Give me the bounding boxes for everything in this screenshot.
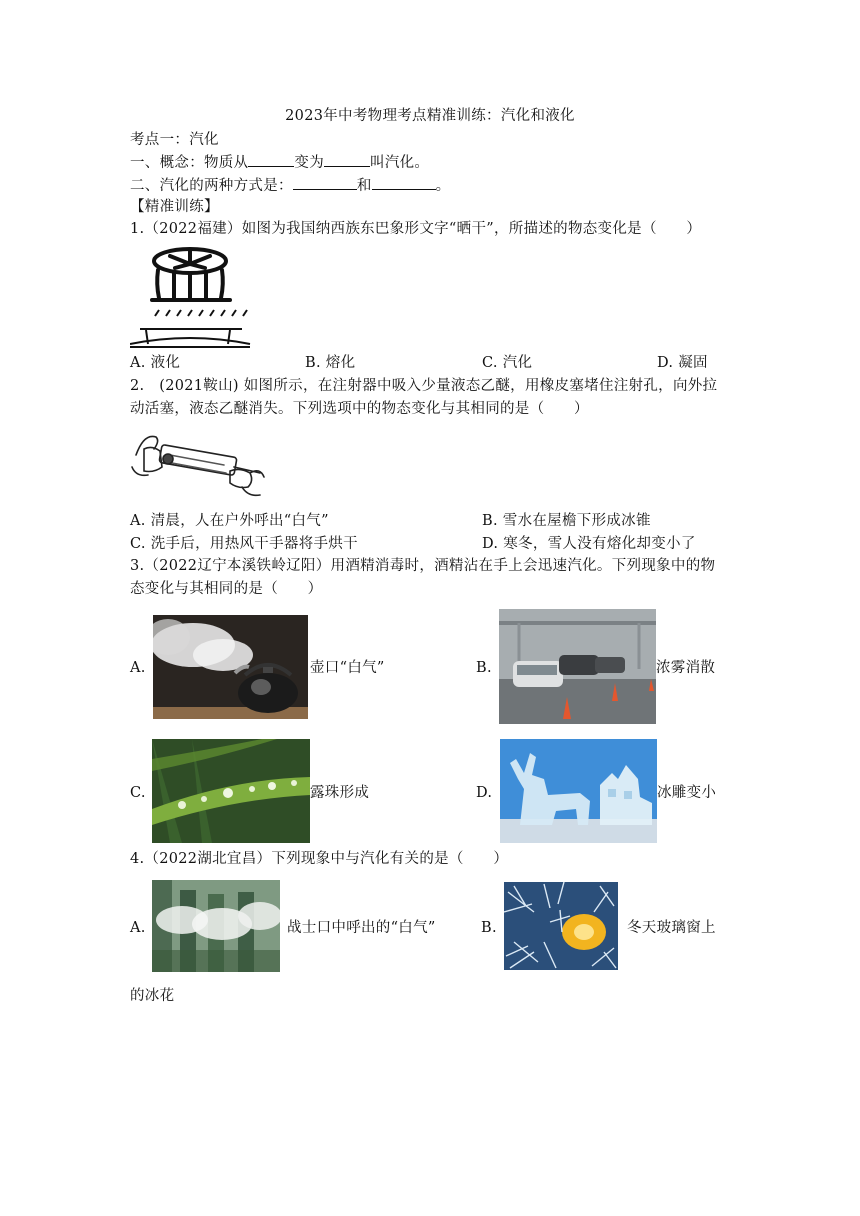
- ice-sculpture-image: [500, 739, 657, 843]
- kettle-steam-image: [153, 615, 308, 719]
- q3-option-d-text[interactable]: 冰雕变小: [657, 785, 717, 801]
- dew-drops-image: [152, 739, 310, 843]
- q2-option-a[interactable]: A. 清晨，人在户外呼出“白气”: [130, 513, 329, 529]
- q2-stem-line2: 动活塞，液态乙醚消失。下列选项中的物态变化与其相同的是（ ）: [130, 401, 589, 417]
- q1-option-a[interactable]: A. 液化: [130, 355, 181, 371]
- q2-option-c[interactable]: C. 洗手后，用热风干手器将手烘干: [130, 536, 358, 552]
- blank-3[interactable]: [293, 175, 357, 190]
- blank-4[interactable]: [372, 175, 436, 190]
- foggy-road-image: [499, 609, 656, 724]
- dongba-glyph-image: [130, 244, 252, 350]
- section-heading: 考点一：汽化: [130, 132, 219, 148]
- soldiers-breath-image: [152, 880, 280, 972]
- q1-stem: 1.（2022福建）如图为我国纳西族东巴象形文字“晒干”，所描述的物态变化是（ ）: [130, 221, 702, 237]
- q1-option-b[interactable]: B. 熔化: [305, 355, 356, 371]
- q3-option-a-text[interactable]: 壶口“白气”: [310, 660, 385, 676]
- q2-stem-line1: 2. (2021鞍山) 如图所示，在注射器中吸入少量液态乙醚，用橡皮塞堵住注射孔，向外拉: [130, 378, 718, 394]
- q4-stem: 4.（2022湖北宜昌）下列现象中与汽化有关的是（ ）: [130, 851, 509, 867]
- q4-option-a-text[interactable]: 战士口中呼出的“白气”: [287, 920, 436, 936]
- q4-option-b-text[interactable]: 冬天玻璃窗上: [627, 920, 716, 936]
- q3-option-a-letter[interactable]: A.: [130, 660, 146, 676]
- q3-option-b-text[interactable]: 浓雾消散: [656, 660, 716, 676]
- q2-option-d[interactable]: D. 寒冬，雪人没有熔化却变小了: [482, 536, 696, 552]
- ways-prefix: 二、汽化的两种方式是：: [130, 178, 293, 194]
- concept-prefix: 一、概念：物质从: [130, 155, 249, 171]
- ways-suffix: 。: [435, 178, 451, 194]
- window-frost-image: [504, 882, 618, 970]
- q4-option-a-letter[interactable]: A.: [130, 920, 146, 936]
- training-header: 【精准训练】: [130, 199, 219, 215]
- concept-mid: 变为: [294, 155, 325, 171]
- q3-option-c-letter[interactable]: C.: [130, 785, 146, 801]
- q3-stem-line2: 态变化与其相同的是（ ）: [130, 581, 323, 597]
- blank-1[interactable]: [248, 152, 294, 167]
- blank-2[interactable]: [324, 152, 370, 167]
- q1-option-d[interactable]: D. 凝固: [657, 355, 708, 371]
- q2-option-b[interactable]: B. 雪水在屋檐下形成冰锥: [482, 513, 651, 529]
- q4-option-b-continuation: 的冰花: [130, 988, 175, 1004]
- concept-line: [130, 152, 429, 173]
- q1-option-c[interactable]: C. 汽化: [482, 355, 533, 371]
- syringe-image: [130, 427, 266, 499]
- q3-stem-line1: 3.（2022辽宁本溪铁岭辽阳）用酒精消毒时，酒精沾在手上会迅速汽化。下列现象中的物: [130, 558, 716, 574]
- q3-option-d-letter[interactable]: D.: [476, 785, 493, 801]
- q4-option-b-letter[interactable]: B.: [481, 920, 497, 936]
- q3-option-b-letter[interactable]: B.: [476, 660, 492, 676]
- ways-mid: 和: [356, 178, 372, 194]
- concept-suffix: 叫汽化。: [370, 155, 430, 171]
- page-title: 2023年中考物理考点精准训练：汽化和液化: [285, 108, 575, 124]
- q3-option-c-text[interactable]: 露珠形成: [310, 785, 370, 801]
- ways-line: [130, 175, 450, 196]
